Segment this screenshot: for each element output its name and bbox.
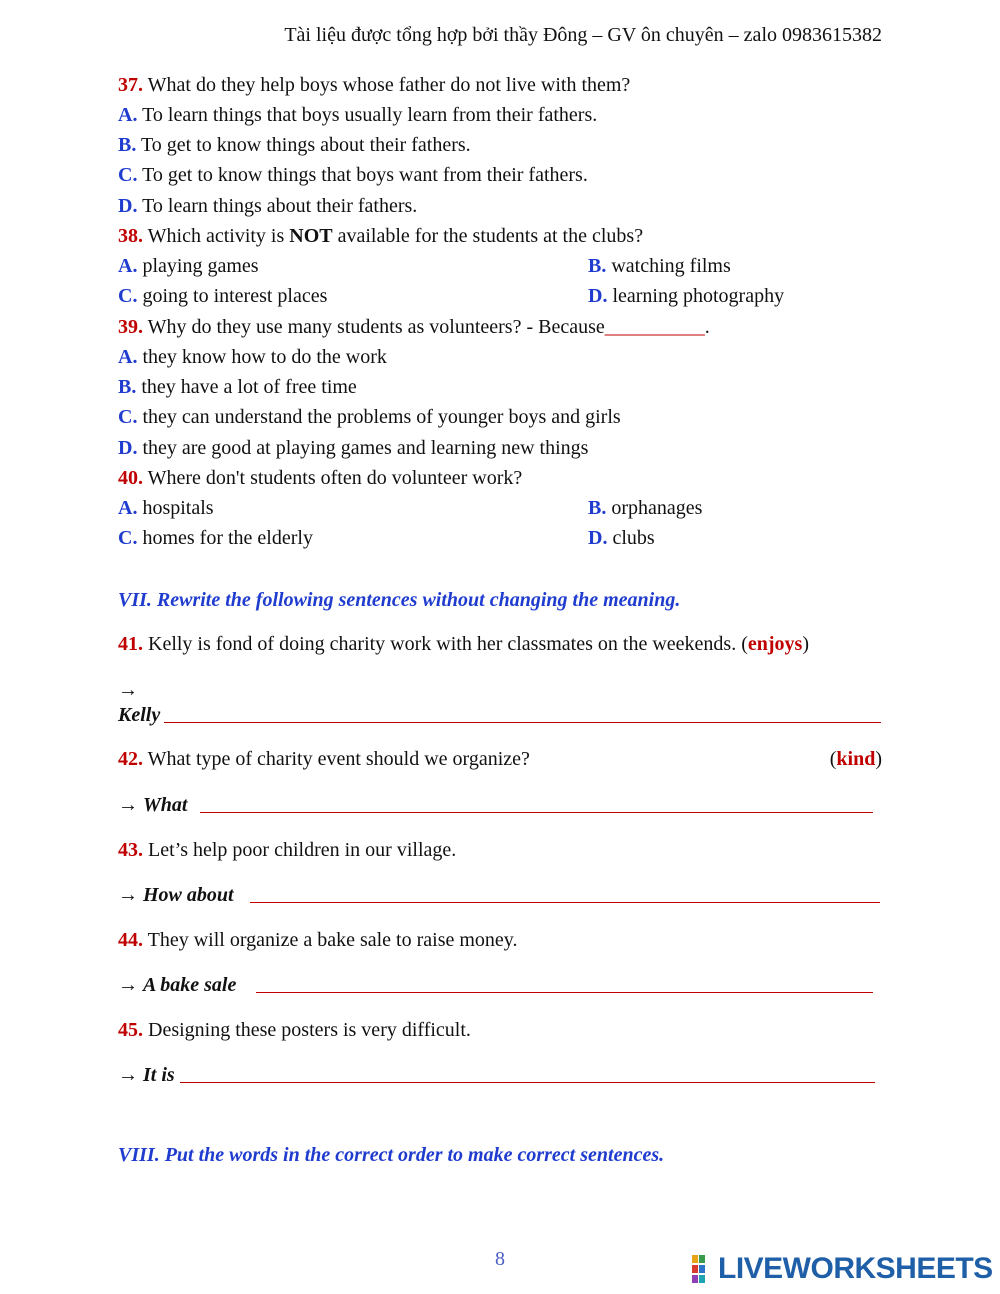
answer-line-41[interactable] bbox=[164, 722, 881, 723]
question-number: 37. bbox=[118, 74, 143, 96]
section-8-title: VIII. Put the words in the correct order to make correct sentences. bbox=[118, 1144, 665, 1166]
hint-42: (kind) bbox=[829, 748, 882, 770]
question-number: 39. bbox=[118, 316, 143, 338]
option-40-b[interactable]: B. orphanages bbox=[588, 497, 703, 519]
question-39: 39. Why do they use many students as volunteers? - Because__________. bbox=[118, 316, 710, 338]
option-38-c[interactable]: C. going to interest places bbox=[118, 285, 328, 307]
option-40-a[interactable]: A. hospitals bbox=[118, 497, 214, 519]
lead-44: → A bake sale bbox=[118, 974, 237, 996]
option-40-d[interactable]: D. clubs bbox=[588, 527, 655, 549]
section-7-title: VII. Rewrite the following sentences without changing the meaning. bbox=[118, 589, 681, 611]
worksheet-grid-icon bbox=[692, 1255, 714, 1283]
option-37-b[interactable]: B. To get to know things about their fathers. bbox=[118, 134, 471, 156]
option-38-b[interactable]: B. watching films bbox=[588, 255, 731, 277]
option-38-a[interactable]: A. playing games bbox=[118, 255, 259, 277]
question-42: 42. What type of charity event should we organize? bbox=[118, 748, 530, 770]
question-number: 38. bbox=[118, 225, 143, 247]
answer-line-43[interactable] bbox=[250, 902, 880, 903]
option-37-d[interactable]: D. To learn things about their fathers. bbox=[118, 195, 418, 217]
option-39-b[interactable]: B. they have a lot of free time bbox=[118, 376, 357, 398]
question-38: 38. Which activity is NOT available for the students at the clubs? bbox=[118, 225, 644, 247]
question-41: 41. Kelly is fond of doing charity work with her classmates on the weekends. (enjoys) bbox=[118, 633, 809, 655]
answer-line-42[interactable] bbox=[200, 812, 873, 813]
page-header: Tài liệu được tổng hợp bởi thầy Đông – GV ôn chuyên – zalo 0983615382 bbox=[284, 24, 882, 46]
question-number: 40. bbox=[118, 467, 143, 489]
lead-45: → It is bbox=[118, 1064, 175, 1086]
liveworksheets-logo[interactable] bbox=[692, 1252, 993, 1286]
question-number: 45. bbox=[118, 1019, 143, 1041]
lead-41: Kelly bbox=[118, 704, 161, 726]
question-40: 40. Where don't students often do volunteer work? bbox=[118, 467, 523, 489]
lead-42: → What bbox=[118, 794, 188, 816]
page-number: 8 bbox=[495, 1248, 505, 1270]
question-number: 42. bbox=[118, 748, 143, 770]
lead-43: → How about bbox=[118, 884, 234, 906]
question-number: 44. bbox=[118, 929, 143, 951]
question-number: 43. bbox=[118, 839, 143, 861]
arrow-41: → bbox=[118, 679, 138, 701]
question-text: What do they help boys whose father do not live with them? bbox=[147, 74, 631, 96]
question-37 bbox=[118, 74, 630, 97]
question-number: 41. bbox=[118, 633, 143, 655]
answer-blank[interactable]: __________ bbox=[604, 316, 705, 338]
question-45: 45. Designing these posters is very difficult. bbox=[118, 1019, 471, 1041]
hint-word: enjoys bbox=[747, 633, 803, 655]
option-40-c[interactable]: C. homes for the elderly bbox=[118, 527, 313, 549]
option-39-d[interactable]: D. they are good at playing games and learning new things bbox=[118, 437, 589, 459]
brand-text: LIVEWORKSHEETS bbox=[718, 1252, 993, 1285]
option-37-c[interactable]: C. To get to know things that boys want from their fathers. bbox=[118, 164, 588, 186]
answer-line-45[interactable] bbox=[180, 1082, 875, 1083]
question-43: 43. Let’s help poor children in our village. bbox=[118, 839, 457, 861]
option-37-a[interactable]: A. To learn things that boys usually learn from their fathers. bbox=[118, 104, 598, 126]
option-39-a[interactable]: A. they know how to do the work bbox=[118, 346, 387, 368]
option-39-c[interactable]: C. they can understand the problems of younger boys and girls bbox=[118, 406, 621, 428]
question-44: 44. They will organize a bake sale to raise money. bbox=[118, 929, 518, 951]
option-38-d[interactable]: D. learning photography bbox=[588, 285, 785, 307]
answer-line-44[interactable] bbox=[256, 992, 873, 993]
